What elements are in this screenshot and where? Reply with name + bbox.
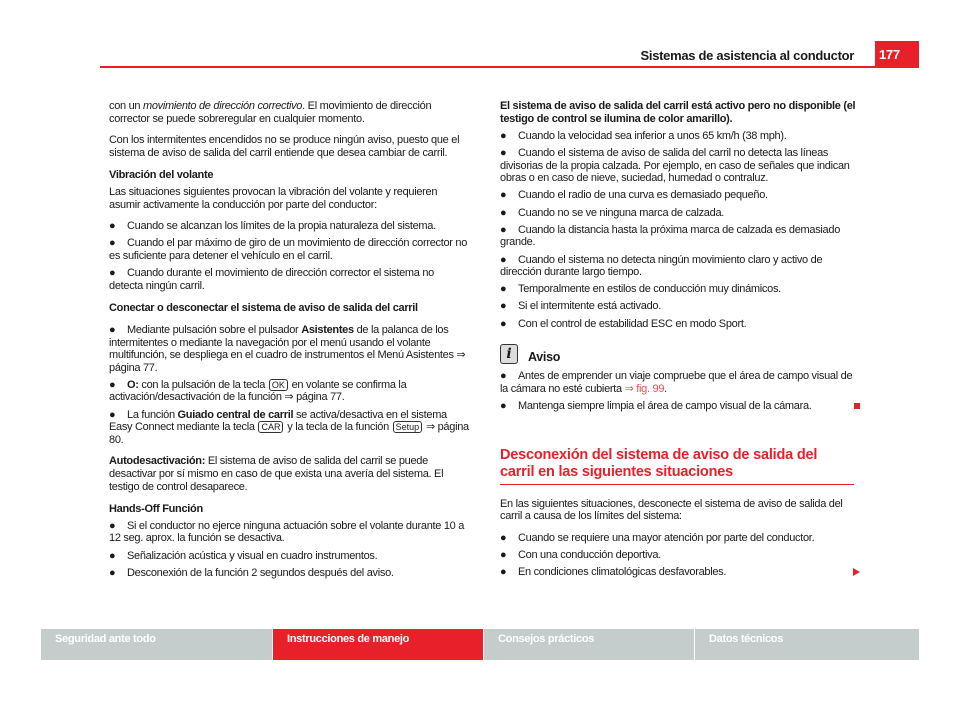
list-item — [500, 283, 860, 296]
list-item — [109, 567, 469, 580]
key-car: CAR — [258, 421, 283, 433]
heading-conectar: Conectar o desconectar el sistema de aviso de salida del carril — [109, 302, 418, 315]
text: En condiciones climatológicas desfavorables. — [518, 566, 727, 579]
tab-seguridad[interactable]: Seguridad ante todo — [41, 629, 272, 660]
text: Cuando no se ve ninguna marca de calzada. — [518, 206, 725, 219]
bullet-icon: ● — [109, 519, 116, 532]
text: Desconexión de la función 2 segundos después del aviso. — [127, 566, 394, 579]
text: se activa/desactiva en el sistema Easy Connect mediante la tecla — [109, 408, 447, 434]
list-item — [500, 189, 860, 202]
text: en volante se confirma la activación/desactivación de la función ⇒ página 77. — [109, 378, 407, 404]
text: con un — [109, 100, 143, 112]
list-item — [109, 520, 469, 545]
list-item — [500, 254, 860, 279]
list-item — [500, 566, 860, 579]
bullet-icon: ● — [109, 549, 116, 562]
aviso-header — [500, 344, 860, 364]
bullet-icon: ● — [109, 378, 116, 391]
label: Autodesactivación: — [109, 455, 206, 468]
tab-consejos[interactable]: Consejos prácticos — [484, 629, 694, 660]
paragraph: Con los intermitentes encendidos no se produce ningún aviso, puesto que el sistema de aviso de salida del carril entiende que desea cambiar de carril. — [109, 134, 460, 159]
text: Con el control de estabilidad ESC en modo Sport. — [518, 317, 747, 330]
paragraph: Las situaciones siguientes provocan la vibración del volante y requieren asumir activamente la conducción por parte del conductor: — [109, 185, 438, 211]
list-item — [109, 267, 469, 292]
text: de la palanca de los intermitentes o mediante la navegación por el menú usando el volante multifunción, se despliega en el cuadro de instrumentos el Menú Asistentes ⇒ página 77. — [109, 323, 466, 374]
key-ok: OK — [269, 379, 288, 391]
tab-instrucciones[interactable]: Instrucciones de manejo — [273, 629, 483, 660]
left-column — [109, 100, 469, 584]
text: Con una conducción deportiva. — [518, 549, 661, 561]
bullet-icon: ● — [500, 206, 507, 219]
bullet-icon: ● — [500, 370, 507, 383]
bullet-icon: ● — [109, 323, 116, 336]
page-number: 177 — [875, 41, 919, 66]
text: Cuando el par máximo de giro de un movimiento de dirección corrector no es suficiente para detener el vehículo en el carril. — [109, 237, 468, 262]
text: El sistema de aviso de salida del carril se puede desactivar por sí mismo en caso de que exista una avería del sistema. El testigo de control desaparece. — [109, 455, 444, 493]
bullet-icon: ● — [500, 223, 507, 236]
text: con la pulsación de la tecla — [138, 378, 268, 391]
key-setup: Setup — [393, 421, 423, 433]
paragraph — [109, 455, 469, 493]
list-item — [500, 549, 860, 562]
text: Cuando el sistema de aviso de salida del carril no detecta las líneas divisorias de la propia calzada. Por ejemplo, en caso de señales que indican obras o en caso de nieve, suciedad, humedad o contraluz. — [500, 146, 850, 185]
text: Cuando la distancia hasta la próxima marca de calzada es demasiado grande. — [500, 223, 841, 249]
bullet-icon: ● — [109, 408, 116, 421]
text: Cuando el sistema no detecta ningún movimiento claro y activo de dirección durante largo tiempo. — [500, 253, 823, 279]
bullet-icon: ● — [500, 283, 507, 296]
list-item — [109, 324, 469, 374]
text: Cuando el radio de una curva es demasiado pequeño. — [518, 189, 768, 202]
aviso-title: Aviso — [528, 350, 561, 365]
bullet-icon: ● — [109, 237, 116, 250]
list-item — [500, 224, 860, 249]
list-item — [500, 532, 860, 545]
list-item — [109, 550, 469, 563]
text: Cuando la velocidad sea inferior a unos 65 km/h (38 mph). — [518, 129, 787, 142]
label: O: — [127, 378, 139, 391]
figure-link[interactable]: ⇒ fig. 99 — [624, 382, 665, 395]
bullet-icon: ● — [500, 253, 507, 266]
button-name: Asistentes — [301, 323, 354, 336]
list-item — [500, 207, 860, 220]
text: y la tecla de la función — [284, 421, 392, 434]
list-item — [109, 220, 469, 233]
text: . — [664, 382, 667, 395]
bullet-icon: ● — [109, 566, 116, 579]
list-item — [500, 370, 860, 395]
bullet-icon: ● — [500, 531, 507, 544]
text: ⇒ página 80. — [109, 421, 469, 446]
text: Cuando durante el movimiento de dirección corrector el sistema no detecta ningún carril. — [109, 267, 434, 292]
list-item — [109, 237, 469, 262]
bullet-icon: ● — [109, 267, 116, 280]
continue-arrow-icon — [853, 568, 860, 576]
list-item — [500, 300, 860, 313]
text: La función — [127, 408, 178, 421]
bullet-icon: ● — [500, 189, 507, 202]
heading-handsoff: Hands-Off Función — [109, 503, 203, 516]
bullet-icon: ● — [500, 129, 507, 142]
end-of-section-icon — [854, 403, 860, 409]
text: Si el conductor no ejerce ninguna actuación sobre el volante durante 10 a 12 seg. aprox. la función se desactiva. — [109, 519, 465, 545]
list-item — [109, 379, 469, 404]
list-item — [109, 409, 469, 447]
text: Temporalmente en estilos de conducción muy dinámicos. — [518, 283, 781, 296]
list-item — [500, 318, 860, 331]
text: Cuando se requiere una mayor atención por parte del conductor. — [518, 531, 815, 544]
emphasis: movimiento de dirección correctivo — [142, 100, 303, 112]
text: Si el intermitente está activado. — [518, 300, 661, 313]
right-column — [500, 100, 860, 583]
bullet-icon: ● — [109, 220, 116, 233]
heading-vibracion: Vibración del volante — [109, 169, 214, 182]
text: Cuando se alcanzan los límites de la propia naturaleza del sistema. — [127, 220, 436, 233]
paragraph: En las siguientes situaciones, desconecte el sistema de aviso de salida del carril a causa de los límites del sistema: — [500, 497, 843, 523]
paragraph — [109, 100, 469, 125]
bullet-icon: ● — [500, 317, 507, 330]
info-icon: i — [500, 344, 518, 364]
list-item — [500, 400, 860, 413]
text: Mediante pulsación sobre el pulsador — [127, 323, 302, 336]
tab-datos[interactable]: Datos técnicos — [695, 629, 919, 660]
heading-activo: El sistema de aviso de salida del carril está activo pero no disponible (el testigo de control se ilumina de color amarillo). — [500, 100, 856, 125]
text: . El movimiento de dirección corrector se puede sobreregular en cualquier momento. — [109, 100, 432, 125]
list-item — [500, 130, 860, 143]
text: Antes de emprender un viaje compruebe que el área de campo visual de la cámara no esté cubierta — [500, 370, 853, 395]
bullet-icon: ● — [500, 400, 507, 413]
header-rule — [100, 66, 919, 68]
list-item — [500, 147, 860, 185]
chapter-title: Sistemas de asistencia al conductor — [640, 48, 854, 63]
bullet-icon: ● — [500, 566, 507, 579]
bullet-icon: ● — [500, 146, 507, 159]
function-name: Guiado central de carril — [177, 408, 294, 421]
bullet-icon: ● — [500, 300, 507, 313]
text: Mantenga siempre limpia el área de campo visual de la cámara. — [518, 400, 812, 413]
text: Señalización acústica y visual en cuadro instrumentos. — [127, 549, 378, 562]
section-heading: Desconexión del sistema de aviso de salida del carril en las siguientes situaciones — [500, 447, 854, 485]
bullet-icon: ● — [500, 549, 507, 561]
